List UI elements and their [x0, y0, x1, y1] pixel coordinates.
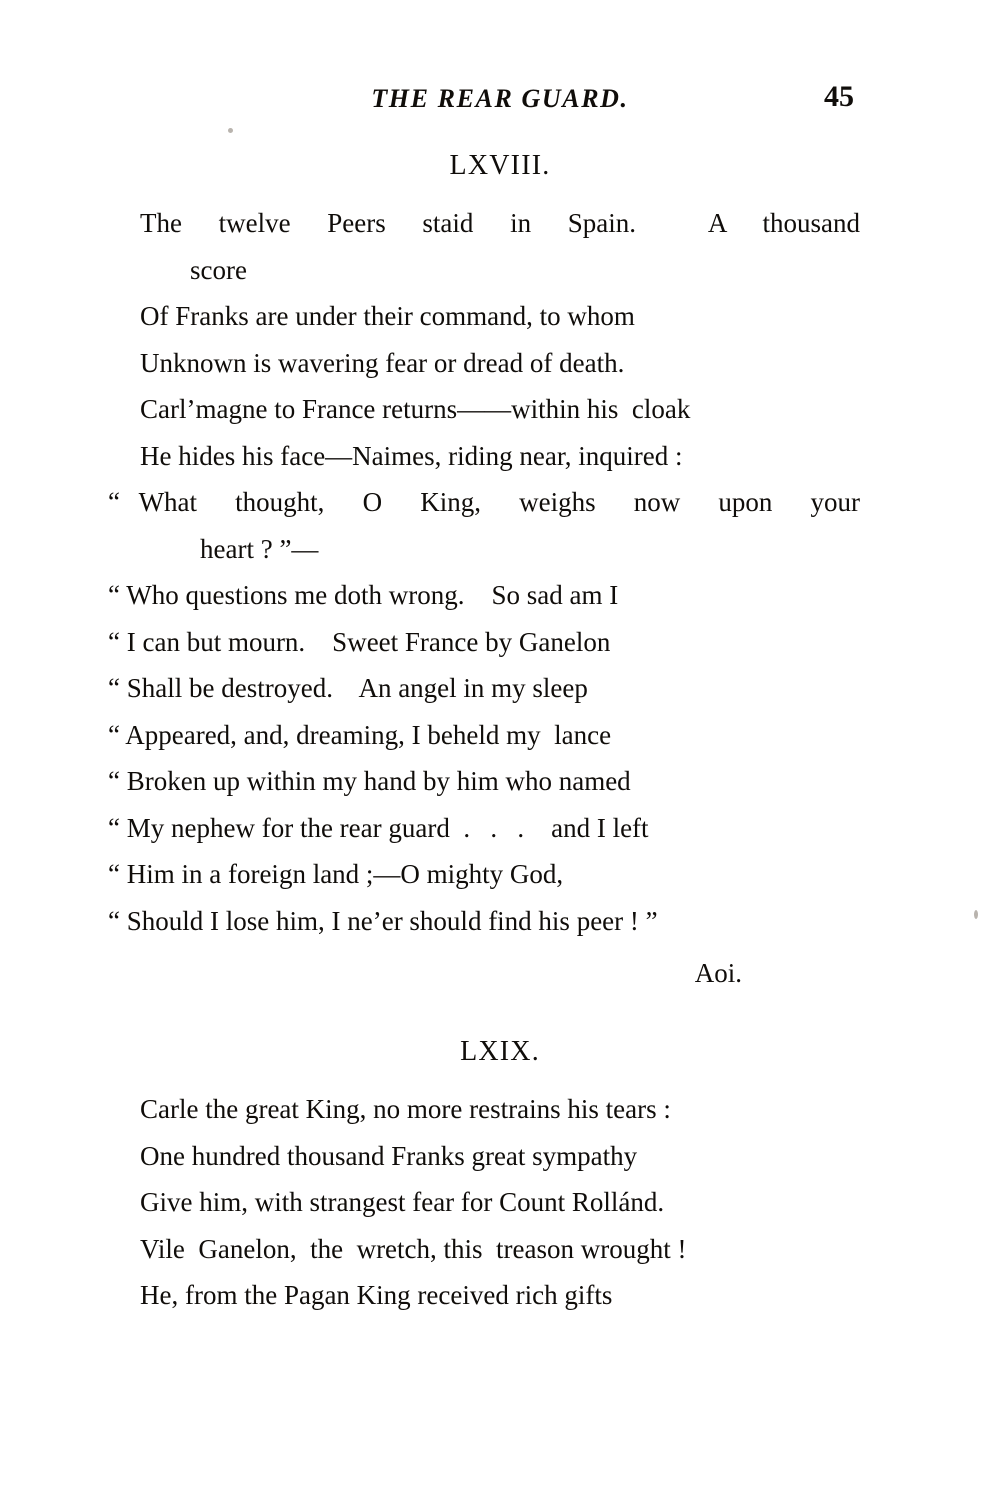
poem-line: “ What thought, O King, weighs now upon your [108, 487, 860, 517]
poem-line: One hundred thousand Franks great sympathy [140, 1140, 638, 1171]
poem-line: “ My nephew for the rear guard . . . and I left [108, 812, 649, 843]
poem-line: “ Him in a foreign land ;—O mighty God, [108, 859, 564, 889]
poem-line: Vile Ganelon, the wretch, this treason wrought ! [140, 1233, 687, 1264]
scan-speck [974, 910, 978, 919]
poem-body [0, 150, 1000, 1319]
poem-line: “ I can but mourn. Sweet France by Ganelon [108, 626, 611, 657]
poem-line: Carle the great King, no more restrains his tears : [140, 1094, 671, 1124]
stanza-lxix [0, 1036, 1000, 1319]
poem-line: “ Shall be destroyed. An angel in my sleep [108, 673, 588, 703]
stanza-spacer [0, 996, 1000, 1036]
poem-line: Carl’magne to France returns——within his cloak [140, 394, 691, 424]
poem-line: He hides his face—Naimes, riding near, inquired : [140, 440, 683, 471]
page-header [0, 80, 1000, 124]
stanza-lxviii [0, 150, 1000, 996]
page-number: 45 [824, 80, 854, 113]
poem-line: “ Broken up within my hand by him who named [108, 766, 631, 796]
aoi-marker: Aoi. [694, 958, 742, 988]
stanza-number: LXIX. [460, 1036, 540, 1067]
stanza-lines [0, 200, 1000, 944]
stanza-lines [0, 1086, 1000, 1319]
poem-line: Give him, with strangest fear for Count Rollánd. [140, 1187, 665, 1217]
stanza-number: LXVIII. [449, 150, 551, 181]
poem-line: heart ? ”— [200, 533, 319, 564]
scan-speck [228, 128, 233, 133]
running-title: THE REAR GUARD. [371, 84, 629, 113]
poem-line: “ Appeared, and, dreaming, I beheld my lance [108, 719, 612, 750]
poem-line: score [190, 254, 247, 285]
poem-line: Of Franks are under their command, to whom [140, 301, 635, 331]
poem-line: “ Who questions me doth wrong. So sad am I [108, 580, 619, 610]
poem-line: The twelve Peers staid in Spain. A thousand [140, 208, 860, 238]
poem-line: “ Should I lose him, I ne’er should find his peer ! ” [108, 905, 658, 936]
poem-line: He, from the Pagan King received rich gifts [140, 1280, 613, 1310]
poem-line: Unknown is wavering fear or dread of death. [140, 347, 625, 378]
